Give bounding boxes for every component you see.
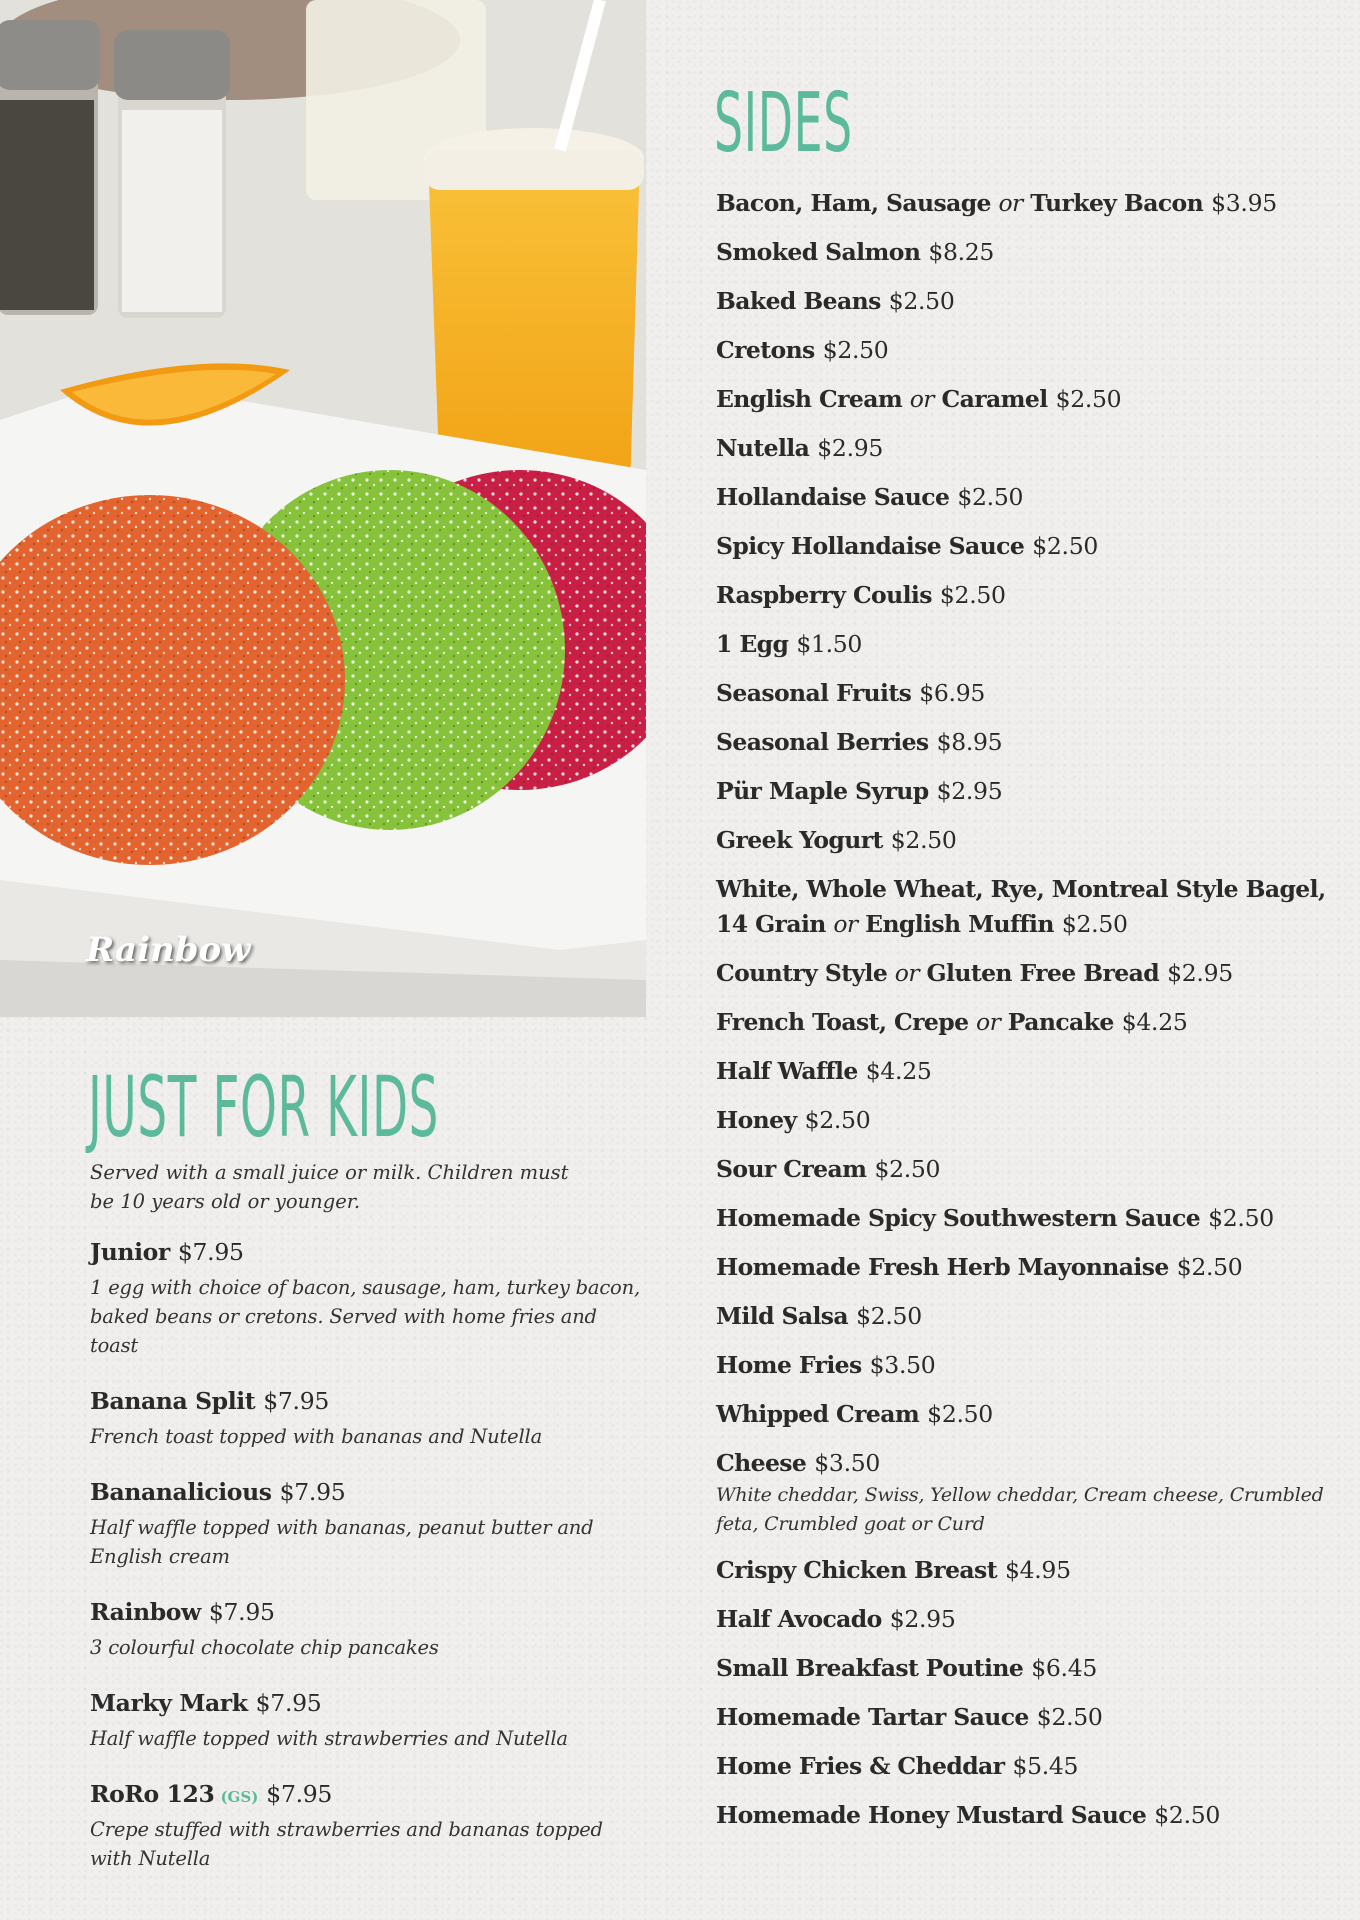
side-item-name: Homemade Spicy Southwestern Sauce — [716, 1204, 1201, 1232]
side-item — [716, 1651, 1336, 1686]
kids-item — [90, 1383, 650, 1451]
kids-item-name: Rainbow — [90, 1598, 201, 1626]
side-item — [716, 1005, 1336, 1040]
side-item-price: $2.50 — [890, 826, 957, 854]
side-item-price: $2.50 — [1061, 910, 1128, 938]
kids-item-description: 3 colourful chocolate chip pancakes — [90, 1636, 439, 1659]
kids-item-price: $7.95 — [279, 1478, 346, 1506]
side-item-price: $4.25 — [865, 1057, 932, 1085]
kids-item-name: Marky Mark — [90, 1689, 248, 1717]
kids-item-description: French toast topped with bananas and Nutella — [90, 1425, 543, 1448]
kids-item — [90, 1474, 650, 1571]
salt-shaker-icon — [114, 30, 230, 318]
side-item-price: $2.50 — [804, 1106, 871, 1134]
side-item — [716, 1299, 1336, 1334]
pepper-shaker-icon — [0, 20, 100, 315]
side-item — [716, 1397, 1336, 1432]
side-item — [716, 235, 1336, 270]
kids-item-price: $7.95 — [263, 1387, 329, 1415]
side-item-name: Bacon, Ham, Sausage or Turkey Bacon — [716, 189, 1204, 217]
side-item — [716, 1152, 1336, 1187]
side-item-name: White, Whole Wheat, Rye, Montreal Style Bagel, 14 Grain or English Muffin — [716, 875, 1326, 938]
side-item — [716, 774, 1336, 809]
side-item-name: Greek Yogurt — [716, 826, 883, 854]
side-item-price: $2.50 — [1036, 1703, 1103, 1731]
side-item-price: $2.50 — [927, 1400, 993, 1428]
side-item-name: Raspberry Coulis — [716, 581, 932, 609]
side-item-name: Seasonal Fruits — [716, 679, 912, 707]
rainbow-pancakes-photo — [0, 0, 646, 1017]
side-item-price: $2.50 — [874, 1155, 941, 1183]
side-item — [716, 1054, 1336, 1089]
kids-item — [90, 1776, 650, 1873]
side-item — [716, 627, 1336, 662]
kids-item-description: Half waffle topped with strawberries and Nutella — [90, 1727, 568, 1750]
side-item — [716, 1798, 1336, 1833]
side-item-name: Hollandaise Sauce — [716, 483, 950, 511]
side-item-price: $2.50 — [957, 483, 1024, 511]
side-item — [716, 1700, 1336, 1735]
side-item — [716, 1553, 1336, 1588]
side-item — [716, 1250, 1336, 1285]
side-item-description: White cheddar, Swiss, Yellow cheddar, Cream cheese, Crumbled feta, Crumbled goat or Curd — [716, 1484, 1324, 1535]
side-item — [716, 823, 1336, 858]
side-item — [716, 1749, 1336, 1784]
side-item-price: $2.50 — [1208, 1204, 1274, 1232]
sides-list — [716, 186, 1336, 1847]
side-item-name: Small Breakfast Poutine — [716, 1654, 1024, 1682]
side-item-price: $3.50 — [814, 1449, 881, 1477]
side-item-price: $2.95 — [817, 434, 884, 462]
side-item-price: $4.25 — [1121, 1008, 1188, 1036]
kids-item-name: Bananalicious — [90, 1478, 272, 1506]
side-item — [716, 480, 1336, 515]
kids-list — [90, 1234, 650, 1896]
side-item-name: Mild Salsa — [716, 1302, 849, 1330]
side-item — [716, 676, 1336, 711]
side-item — [716, 872, 1336, 942]
side-item-price: $2.50 — [1032, 532, 1098, 560]
side-item — [716, 1602, 1336, 1637]
side-item — [716, 1446, 1336, 1539]
side-item-name: Country Style or Gluten Free Bread — [716, 959, 1160, 987]
side-item-name: Homemade Tartar Sauce — [716, 1703, 1029, 1731]
side-item-price: $2.50 — [856, 1302, 922, 1330]
side-item-price: $2.95 — [889, 1605, 956, 1633]
kids-item-description: Half waffle topped with bananas, peanut butter and English cream — [90, 1516, 594, 1568]
kids-item-price: $7.95 — [266, 1780, 333, 1808]
side-item-name: Sour Cream — [716, 1155, 867, 1183]
side-item-name: Half Waffle — [716, 1057, 858, 1085]
side-item — [716, 333, 1336, 368]
side-item-price: $6.45 — [1031, 1654, 1098, 1682]
side-item — [716, 382, 1336, 417]
side-item-price: $8.25 — [928, 238, 995, 266]
side-item-name: Homemade Fresh Herb Mayonnaise — [716, 1253, 1169, 1281]
side-item-name: Spicy Hollandaise Sauce — [716, 532, 1025, 560]
kids-item-name: Junior — [90, 1238, 170, 1266]
kids-intro: Served with a small juice or milk. Children must be 10 years old or younger. — [90, 1161, 569, 1213]
side-item — [716, 284, 1336, 319]
side-item-price: $8.95 — [936, 728, 1003, 756]
side-item-name: Seasonal Berries — [716, 728, 929, 756]
kids-item-price: $7.95 — [177, 1238, 244, 1266]
kids-title: JUST FOR KIDS — [88, 1058, 440, 1156]
side-item-price: $3.50 — [869, 1351, 936, 1379]
side-item-price: $6.95 — [919, 679, 986, 707]
kids-item-description: Crepe stuffed with strawberries and bananas topped with Nutella — [90, 1818, 603, 1870]
side-item — [716, 725, 1336, 760]
kids-item-name: RoRo 123 — [90, 1780, 215, 1808]
side-item-price: $2.50 — [1154, 1801, 1221, 1829]
side-item-price: $2.50 — [1176, 1253, 1243, 1281]
side-item-name: Home Fries — [716, 1351, 862, 1379]
kids-item — [90, 1594, 650, 1662]
side-item-price: $2.95 — [936, 777, 1003, 805]
side-item — [716, 529, 1336, 564]
sides-title: SIDES — [714, 76, 853, 171]
side-item — [716, 578, 1336, 613]
side-item-price: $4.95 — [1004, 1556, 1071, 1584]
side-item-name: Whipped Cream — [716, 1400, 920, 1428]
side-item-name: Nutella — [716, 434, 810, 462]
side-item-name: Half Avocado — [716, 1605, 882, 1633]
side-item-name: Cretons — [716, 336, 815, 364]
side-item-name: Cheese — [716, 1449, 807, 1477]
side-item-price: $2.50 — [888, 287, 955, 315]
gluten-sensitive-badge: (GS) — [220, 1788, 259, 1806]
kids-item-description: 1 egg with choice of bacon, sausage, ham, turkey bacon, baked beans or cretons. Served with home fries and toast — [90, 1276, 640, 1357]
side-item-name: English Cream or Caramel — [716, 385, 1048, 413]
side-item-price: $2.50 — [822, 336, 889, 364]
kids-item-price: $7.95 — [208, 1598, 275, 1626]
side-item-name: Home Fries & Cheddar — [716, 1752, 1005, 1780]
side-item-price: $3.95 — [1211, 189, 1277, 217]
side-item — [716, 1201, 1336, 1236]
side-item-name: Baked Beans — [716, 287, 881, 315]
side-item-name: Homemade Honey Mustard Sauce — [716, 1801, 1147, 1829]
side-item-name: Honey — [716, 1106, 797, 1134]
side-item — [716, 431, 1336, 466]
side-item — [716, 186, 1336, 221]
photo-illustration — [0, 0, 646, 1017]
side-item-price: $2.50 — [1055, 385, 1122, 413]
kids-item — [90, 1685, 650, 1753]
side-item-price: $2.50 — [939, 581, 1006, 609]
side-item-name: Pür Maple Syrup — [716, 777, 929, 805]
kids-item-name: Banana Split — [90, 1387, 256, 1415]
kids-item — [90, 1234, 650, 1360]
kids-item-price: $7.95 — [255, 1689, 322, 1717]
side-item-name: Crispy Chicken Breast — [716, 1556, 997, 1584]
side-item-name: French Toast, Crepe or Pancake — [716, 1008, 1114, 1036]
photo-caption: Rainbow — [86, 930, 251, 970]
side-item-price: $5.45 — [1012, 1752, 1079, 1780]
side-item-price: $1.50 — [796, 630, 863, 658]
side-item-name: Smoked Salmon — [716, 238, 921, 266]
side-item-name: 1 Egg — [716, 630, 789, 658]
side-item — [716, 1103, 1336, 1138]
side-item — [716, 956, 1336, 991]
side-item-price: $2.95 — [1167, 959, 1233, 987]
side-item — [716, 1348, 1336, 1383]
